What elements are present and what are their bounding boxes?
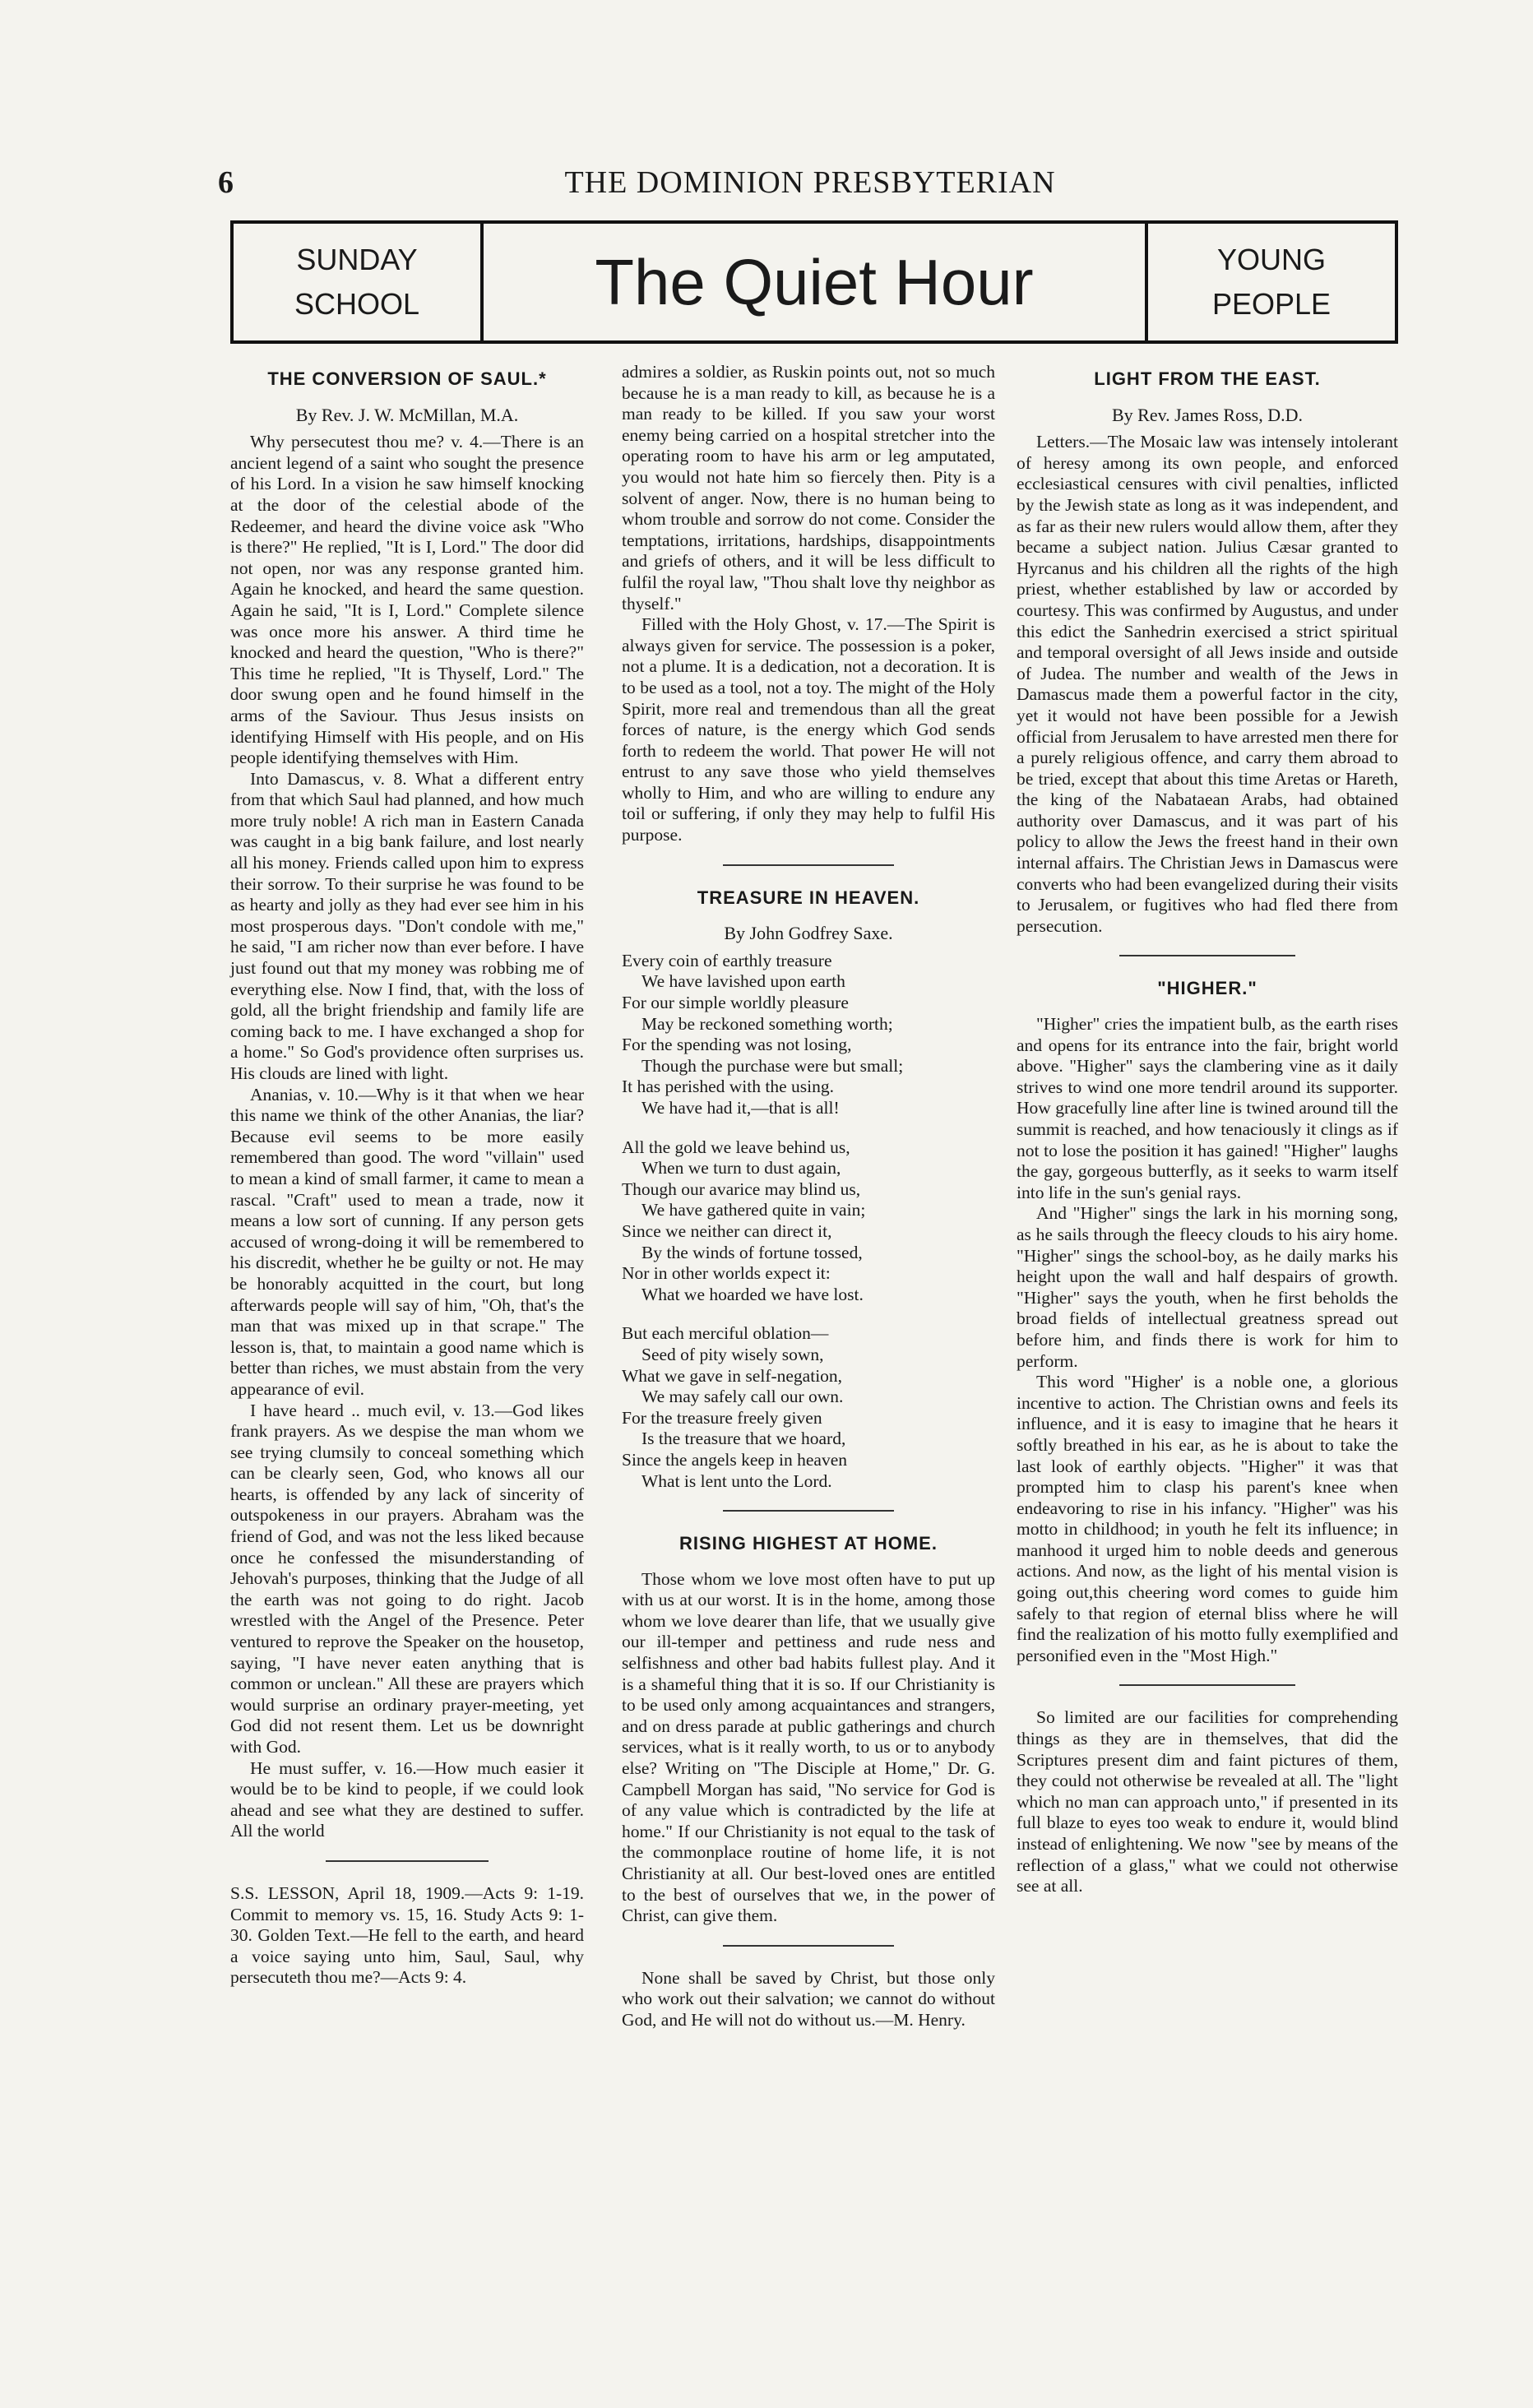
- paragraph: Into Damascus, v. 8. What a different entry from that which Saul had planned, and how much more truly noble! A rich man in Eastern Canada was caught in a big bank failure, and lost nearly all his money. Friends called upon him to express their sorrow. To their surprise he was found to be as hearty and jolly as they had ever see him in his most prosperous days. "Don't condole with me," he said, "I am richer now than ever before. I have just found out that my money was robbing me of everything else. Now I find, that, with the loss of gold, all the bright friendship and family life are coming back to me. I have exchanged a shop for a home." So God's providence often surprises us. His clouds are lined with light.: [230, 768, 584, 1083]
- article-title: THE CONVERSION OF SAUL.*: [267, 368, 547, 389]
- paragraph: Ananias, v. 10.—Why is it that when we hear this name we think of the other Ananias, the liar? Because evil seems to be more easily remembered than good. The word "villain" used to mean a kind of small farmer, it came to mean a rascal. "Craft" used to mean a trade, now it means a low sort of cunning. If any person gets accused of wrong-doing it will be remembered to his discredit, whether he be guilty or not. He may be honorably acquitted in the court, but long afterwards people will say of him, "Oh, that's the man that was mixed up in that scrape." The lesson is, that, to maintain a good name which is better than riches, we must abstain from the very appearance of evil.: [230, 1084, 584, 1399]
- poem-line: Since the angels keep in heaven: [622, 1449, 848, 1470]
- column-right: [1017, 362, 1398, 1897]
- divider: [723, 1510, 895, 1512]
- column-middle: [622, 362, 995, 2031]
- poem-line: What we gave in self-negation,: [622, 1365, 843, 1386]
- poem-line: We have lavished upon earth: [641, 971, 845, 992]
- poem: [622, 951, 995, 1492]
- poem-line: Though the purchase were but small;: [641, 1055, 904, 1076]
- poem-line: For the treasure freely given: [622, 1407, 822, 1428]
- poem-title: TREASURE IN HEAVEN.: [697, 887, 920, 908]
- poem-line: All the gold we leave behind us,: [622, 1137, 850, 1157]
- column-left: [230, 362, 584, 1989]
- poem-line: It has perished with the using.: [622, 1077, 834, 1097]
- paragraph: Letters.—The Mosaic law was intensely intolerant of heresy among its own people, and enforced ecclesiastical censures with civil penalties, inflicted by the Jewish state as long as it was independent, and as far as their new rulers would allow them, after they became a subject nation. Julius Cæsar granted to Hyrcanus and his children all the rights of the high priest, whether established by law or accorded by courtesy. This was confirmed by Augustus, and under this edict the Sanhedrin exercised a strict spiritual and temporal oversight of all Jews inside and outside of Judea. The number and wealth of the Jews in Damascus made them a powerful factor in the city, yet it would not have been possible for a Jewish official from Jerusalem to have arrested men there for a purely religious offence, and carry them abroad to be tried, except that about this time Aretas or Hareth, the king of the Nabataean Arabs, had obtained authority over Damascus, and it was part of his policy to allow the Jews the freest hand in their own internal affairs. The Christian Jews in Damascus were converts who had been evangelized during their visits to Jerusalem, or fugitives who had fled there from persecution.: [1017, 432, 1398, 936]
- journal-title: THE DOMINION PRESBYTERIAN: [564, 165, 1056, 200]
- page-number: 6: [218, 165, 234, 200]
- paragraph: So limited are our facilities for comprehending things as they are in themselves, that did the Scriptures present dim and faint pictures of them, they could not otherwise be revealed at all. The "light which no man can approach unto," if presented in its full blaze to eyes too weak to endure it, would blind instead of enlightening. We now "see by means of the reflection of a glass," what we could not otherwise see at all.: [1017, 1707, 1398, 1896]
- quote: None shall be saved by Christ, but those only who work out their salvation; we cannot do without God, and He will not do without us.—M. Henry.: [622, 1967, 995, 2030]
- poem-line: Is the treasure that we hoard,: [641, 1429, 846, 1449]
- poem-line: Seed of pity wisely sown,: [641, 1344, 824, 1364]
- banner-left-line: SCHOOL: [294, 287, 420, 321]
- divider: [723, 864, 895, 866]
- poem-line: For the spending was not losing,: [622, 1035, 852, 1055]
- paragraph: Filled with the Holy Ghost, v. 17.—The Spirit is always given for service. The possession is a poker, not a plume. It is a dedication, not a decoration. It is to be used as a tool, not a toy. The might of the Holy Spirit, more real and tremendous than all the great forces of nature, is the energy which God sends forth to redeem the world. That power He will not entrust to any save those who yield themselves wholly to Him, and who are willing to endure any toil or suffering, if only they may help to fulfil His purpose.: [622, 614, 995, 845]
- paragraph: This word "Higher' is a noble one, a glorious incentive to action. The Christian owns and feels its influence, and it is easy to imagine that he hears it softly breathed in his ear, as he is about to take the last look of earthly objects. "Higher" it was that prompted him to clasp his parent's knee when endeavoring to rise in his infancy. "Higher" was his motto in childhood; in youth he felt its influence; in manhood it urged him to noble deeds and generous actions. And now, as the light of his mental vision is going out,this cheering word comes to guide him safely to that region of eternal bliss where he will find the realization of his motto fully exemplified and personified even in the "Most High.": [1017, 1372, 1398, 1665]
- poem-line: By the winds of fortune tossed,: [641, 1242, 863, 1262]
- poem-line: When we turn to dust again,: [641, 1158, 841, 1179]
- divider: [1119, 1684, 1294, 1686]
- poem-line: May be reckoned something worth;: [641, 1013, 893, 1034]
- article-byline: By Rev. J. W. McMillan, M.A.: [295, 404, 519, 425]
- poem-stanza: [622, 1323, 995, 1492]
- article-title: RISING HIGHEST AT HOME.: [679, 1533, 938, 1554]
- divider: [326, 1860, 489, 1862]
- poem-line: Since we neither can direct it,: [622, 1220, 832, 1241]
- paragraph: Those whom we love most often have to put up with us at our worst. It is in the home, among those whom we love dearer than life, that we usually give our ill-temper and pettiness and rude ness and selfishness and other bad habits fullest play. And it is a shameful thing that it is so. If our Christianity is to be used only among acquaintances and strangers, and on dress parade at public gatherings and church services, what is it really worth, to us or to anybody else? Writing on "The Disciple at Home," Dr. G. Campbell Morgan has said, "No service for God is of any value which is contradicted by the life at home." If our Christianity is not equal to the task of the commonplace routine of home life, it is not Christianity at all. Our best-loved ones are entitled to the best of ourselves that we, in the power of Christ, can give them.: [622, 1568, 995, 1926]
- poem-line: We may safely call our own.: [641, 1387, 844, 1407]
- paragraph: I have heard .. much evil, v. 13.—God likes frank prayers. As we despise the man whom we see trying clumsily to conceal something which can be clearly seen, God, who knows all our hearts, is offended by any lack of sincerity of outspokeness in our prayers. Abraham was the friend of God, and was not the less liked because once he confessed the misunderstanding of Jehovah's purposes, thinking that the Judge of all the earth was not going to do right. Jacob wrestled with the Angel of the Presence. Peter ventured to reprove the Speaker on the housetop, saying, "I have never eaten anything that is common or unclean." All these are prayers which would surprise an ordinary prayer-meeting, yet God did not resent them. Let us be downright with God.: [230, 1400, 584, 1757]
- banner-left-line: SUNDAY: [296, 243, 418, 276]
- page-header: [218, 164, 1402, 214]
- banner-young-people: [1145, 224, 1395, 340]
- poem-stanza: [622, 1137, 995, 1306]
- paragraph: "Higher" cries the impatient bulb, as the earth rises and opens for its entrance into the fair, bright world above. "Higher" says the clambering vine as it daily strives to wind one more tendril around its supporter. How gracefully line after line is twined around till the summit is reached, and how tenaciously it clings as if not to lose the position it has gained! "Higher" laughs the gay, gorgeous butterfly, as it seeks to warm itself into life in the sun's genial rays.: [1017, 1014, 1398, 1202]
- poem-line: Though our avarice may blind us,: [622, 1179, 861, 1199]
- poem-line: For our simple worldly pleasure: [622, 993, 849, 1013]
- article-byline: By Rev. James Ross, D.D.: [1111, 404, 1304, 425]
- paragraph: He must suffer, v. 16.—How much easier it would be to be kind to people, if we could look ahead and see what they are destined to suffer. All the world: [230, 1757, 584, 1841]
- paragraph: Why persecutest thou me? v. 4.—There is an ancient legend of a saint who sought the presence of his Lord. In a vision he saw himself knocking at the door of the celestial abode of the Redeemer, and heard the divine voice ask "Who is there?" He replied, "It is I, Lord." The door did not open, nor was any response granted him. Again he knocked, and heard the same question. Again he said, "It is I, Lord." Complete silence was once more his answer. A third time he knocked and heard the question, "Who is there?" This time he replied, "It is Thyself, Lord." The door swung open and he found himself in the arms of the Saviour. Thus Jesus insists on identifying Himself with His people, and on His people identifying themselves with Him.: [230, 432, 584, 768]
- lesson-note: S.S. LESSON, April 18, 1909.—Acts 9: 1-19. Commit to memory vs. 15, 16. Study Acts 9: 1-30. Golden Text.—He fell to the earth, and heard a voice saying unto him, Saul, Saul, why persecuteth thou me?—Acts 9: 4.: [230, 1882, 584, 1988]
- banner-right-line: PEOPLE: [1211, 287, 1332, 321]
- poem-line: We have had it,—that is all!: [641, 1098, 840, 1118]
- poem-stanza: [622, 951, 995, 1119]
- article-title: LIGHT FROM THE EAST.: [1094, 368, 1321, 389]
- divider: [1119, 955, 1294, 956]
- banner-right-line: YOUNG: [1216, 243, 1326, 276]
- divider: [723, 1945, 895, 1947]
- poem-line: But each merciful oblation—: [622, 1323, 829, 1344]
- poem-line: What is lent unto the Lord.: [641, 1470, 832, 1491]
- banner-title: The Quiet Hour: [595, 245, 1034, 318]
- banner-sunday-school: [234, 224, 484, 340]
- poem-line: We have gathered quite in vain;: [641, 1200, 866, 1220]
- paragraph: admires a soldier, as Ruskin points out, not so much because he is a man ready to kill, as because he is a man ready to be killed. If you saw your worst enemy being carried on a hospital stretcher into the operating room to have his arm or leg amputated, you would not hate him so fiercely then. Pity is a solvent of anger. Now, there is no human being to whom trouble and sorrow do not come. Consider the temptations, irritations, hardships, disappointments and griefs of others, and it will be less difficult to fulfil the royal law, "Thou shalt love thy neighbor as thyself.": [622, 362, 995, 614]
- poem-line: Nor in other worlds expect it:: [622, 1263, 831, 1284]
- poem-byline: By John Godfrey Saxe.: [724, 923, 893, 944]
- poem-line: Every coin of earthly treasure: [622, 950, 832, 970]
- poem-line: What we hoarded we have lost.: [641, 1284, 864, 1304]
- section-banner: [230, 220, 1398, 344]
- paragraph: And "Higher" sings the lark in his morning song, as he sails through the fleecy clouds to his airy home. "Higher" sings the school-boy, as he daily marks his height upon the wall and half despairs of growth. "Higher" says the youth, when he first beholds the broad fields of intellectual greatness spread out before him, and finds there is work for him to perform.: [1017, 1203, 1398, 1371]
- article-title: "HIGHER.": [1157, 978, 1257, 999]
